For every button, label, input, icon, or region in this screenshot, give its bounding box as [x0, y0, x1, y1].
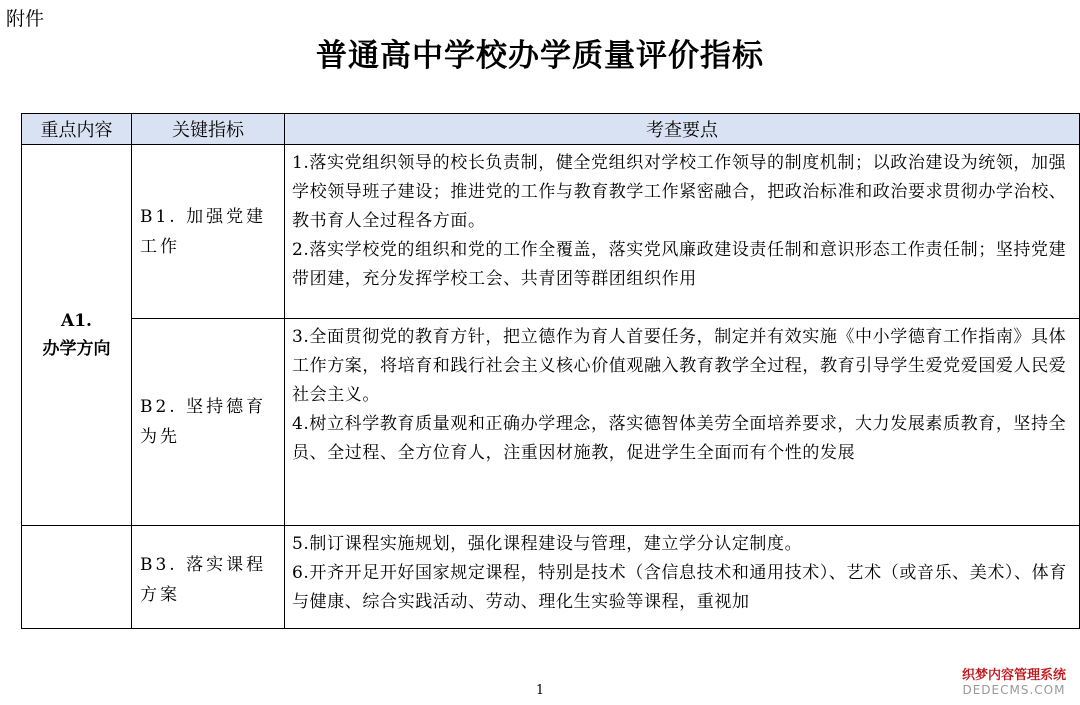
- indicator-cell: B3. 落实课程方案: [132, 526, 285, 629]
- key-area-name: 办学方向: [42, 339, 111, 359]
- key-area-cell-empty: [22, 526, 132, 629]
- point-item: 4.树立科学教育质量观和正确办学理念，落实德智体美劳全面培养要求，大力发展素质教育，坚持全员、全过程、全方位育人，注重因材施教，促进学生全面而有个性的发展: [292, 414, 1067, 463]
- attachment-label: 附件: [6, 8, 45, 30]
- points-cell: [285, 526, 1080, 629]
- watermark-line1: 织梦内容管理系统: [961, 668, 1066, 683]
- point-item: 3.全面贯彻党的教育方针，把立德作为育人首要任务，制定并有效实施《中小学德育工作指南》具体工作方案，将培育和践行社会主义核心价值观融入教育教学全过程，教育引导学生爱党爱国爱人民爱社会主义。: [292, 327, 1067, 405]
- point-item: 5.制订课程实施规划，强化课程建设与管理，建立学分认定制度。: [292, 534, 803, 554]
- point-item: 6.开齐开足开好国家规定课程，特别是技术（含信息技术和通用技术）、艺术（或音乐、美术）、体育与健康、综合实践活动、劳动、理化生实验等课程，重视加: [292, 563, 1067, 612]
- table-row: [22, 145, 1080, 319]
- points-cell: [285, 319, 1080, 526]
- point-item: 2.落实学校党的组织和党的工作全覆盖，落实党风廉政建设责任制和意识形态工作责任制；坚持党建带团建，充分发挥学校工会、共青团等群团组织作用: [292, 240, 1067, 289]
- point-item: 1.落实党组织领导的校长负责制，健全党组织对学校工作领导的制度机制；以政治建设为统领，加强学校领导班子建设；推进党的工作与教育教学工作紧密融合，把政治标准和政治要求贯彻办学治校、教书育人全过程各方面。: [292, 153, 1067, 231]
- indicator-cell: B2. 坚持德育为先: [132, 319, 285, 526]
- evaluation-table: [21, 113, 1080, 629]
- points-cell: [285, 145, 1080, 319]
- key-area-cell: [22, 145, 132, 526]
- column-header-points: 考查要点: [285, 114, 1080, 145]
- table-row: [22, 526, 1080, 629]
- indicator-cell: B1. 加强党建工作: [132, 145, 285, 319]
- column-header-indicator: 关键指标: [132, 114, 285, 145]
- watermark: [962, 668, 1066, 698]
- page-number: 1: [535, 683, 545, 698]
- document-title: 普通高中学校办学质量评价指标: [316, 38, 764, 74]
- column-header-key-area: 重点内容: [22, 114, 132, 145]
- watermark-line2: DEDECMS.COM: [962, 683, 1066, 697]
- table-header-row: [22, 114, 1080, 145]
- table-row: [22, 319, 1080, 526]
- key-area-code: A1.: [61, 311, 92, 331]
